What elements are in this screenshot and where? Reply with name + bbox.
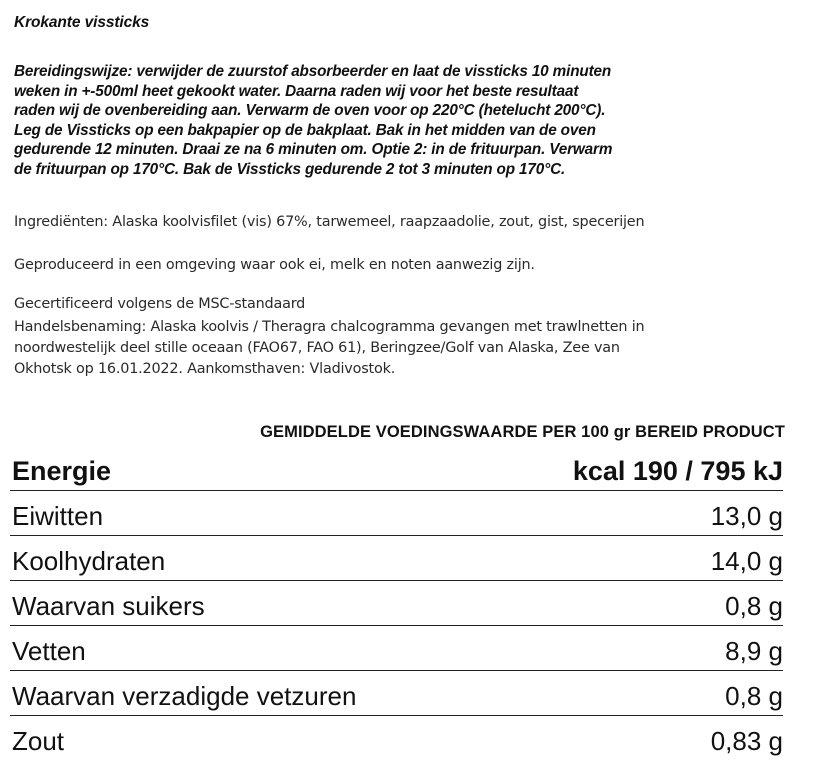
nutrition-value: 14,0 g	[710, 546, 783, 576]
preparation-line: de frituurpan op 170°C. Bak de Vissticks gedurende 2 tot 3 minuten op 170°C.	[14, 160, 566, 178]
nutrition-label: Waarvan suikers	[12, 591, 205, 621]
nutrition-row-carbohydrates	[10, 536, 783, 581]
trade-name-line: Handelsbenaming: Alaska koolvis / Theragra chalcogramma gevangen met trawlnetten in	[14, 319, 645, 335]
nutrition-value: kcal 190 / 795 kJ	[572, 456, 783, 486]
trade-name-info	[14, 317, 804, 380]
nutrition-row-energy	[10, 448, 783, 491]
certification-note: Gecertificeerd volgens de MSC-standaard	[14, 296, 306, 312]
trade-name-line: Okhotsk op 16.01.2022. Aankomsthaven: Vladivostok.	[14, 361, 396, 377]
nutrition-table	[10, 448, 783, 760]
nutrition-value: 8,9 g	[725, 636, 783, 666]
allergen-notice: Geproduceerd in een omgeving waar ook ei, melk en noten aanwezig zijn.	[14, 257, 535, 273]
nutrition-row-sugars	[10, 581, 783, 626]
nutrition-label: Zout	[12, 726, 65, 756]
nutrition-value: 0,8 g	[725, 591, 783, 621]
nutrition-label: Koolhydraten	[12, 546, 166, 576]
preparation-line: weken in +-500ml heet gekookt water. Daarna raden wij voor het beste resultaat	[14, 82, 579, 100]
nutrition-label: Energie	[12, 456, 112, 486]
ingredients-list: Ingrediënten: Alaska koolvisfilet (vis) 67%, tarwemeel, raapzaadolie, zout, gist, specerijen	[14, 214, 645, 230]
nutrition-value: 0,83 g	[710, 726, 783, 756]
nutrition-heading: GEMIDDELDE VOEDINGSWAARDE PER 100 gr BEREID PRODUCT	[260, 423, 785, 441]
trade-name-line: noordwestelijk deel stille oceaan (FAO67, FAO 61), Beringzee/Golf van Alaska, Zee van	[14, 340, 620, 356]
nutrition-row-saturated-fats	[10, 671, 783, 716]
nutrition-value: 0,8 g	[725, 681, 783, 711]
preparation-line: Leg de Vissticks op een bakpapier op de bakplaat. Bak in het midden van de oven	[14, 121, 596, 139]
preparation-line: Bereidingswijze: verwijder de zuurstof absorbeerder en laat de vissticks 10 minuten	[14, 63, 612, 80]
nutrition-row-protein	[10, 491, 783, 536]
nutrition-row-fats	[10, 626, 783, 671]
product-name: Krokante vissticks	[14, 14, 150, 31]
nutrition-value: 13,0 g	[710, 501, 783, 531]
nutrition-label: Eiwitten	[12, 501, 104, 531]
nutrition-label: Waarvan verzadigde vetzuren	[12, 681, 357, 711]
nutrition-row-salt	[10, 716, 783, 760]
preparation-line: raden wij de ovenbereiding aan. Verwarm de oven voor op 220°C (hetelucht 200°C).	[14, 102, 606, 120]
preparation-line: gedurende 12 minuten. Draai ze na 6 minuten om. Optie 2: in de frituurpan. Verwarm	[14, 141, 613, 159]
preparation-instructions	[14, 62, 804, 180]
nutrition-label: Vetten	[12, 636, 86, 666]
